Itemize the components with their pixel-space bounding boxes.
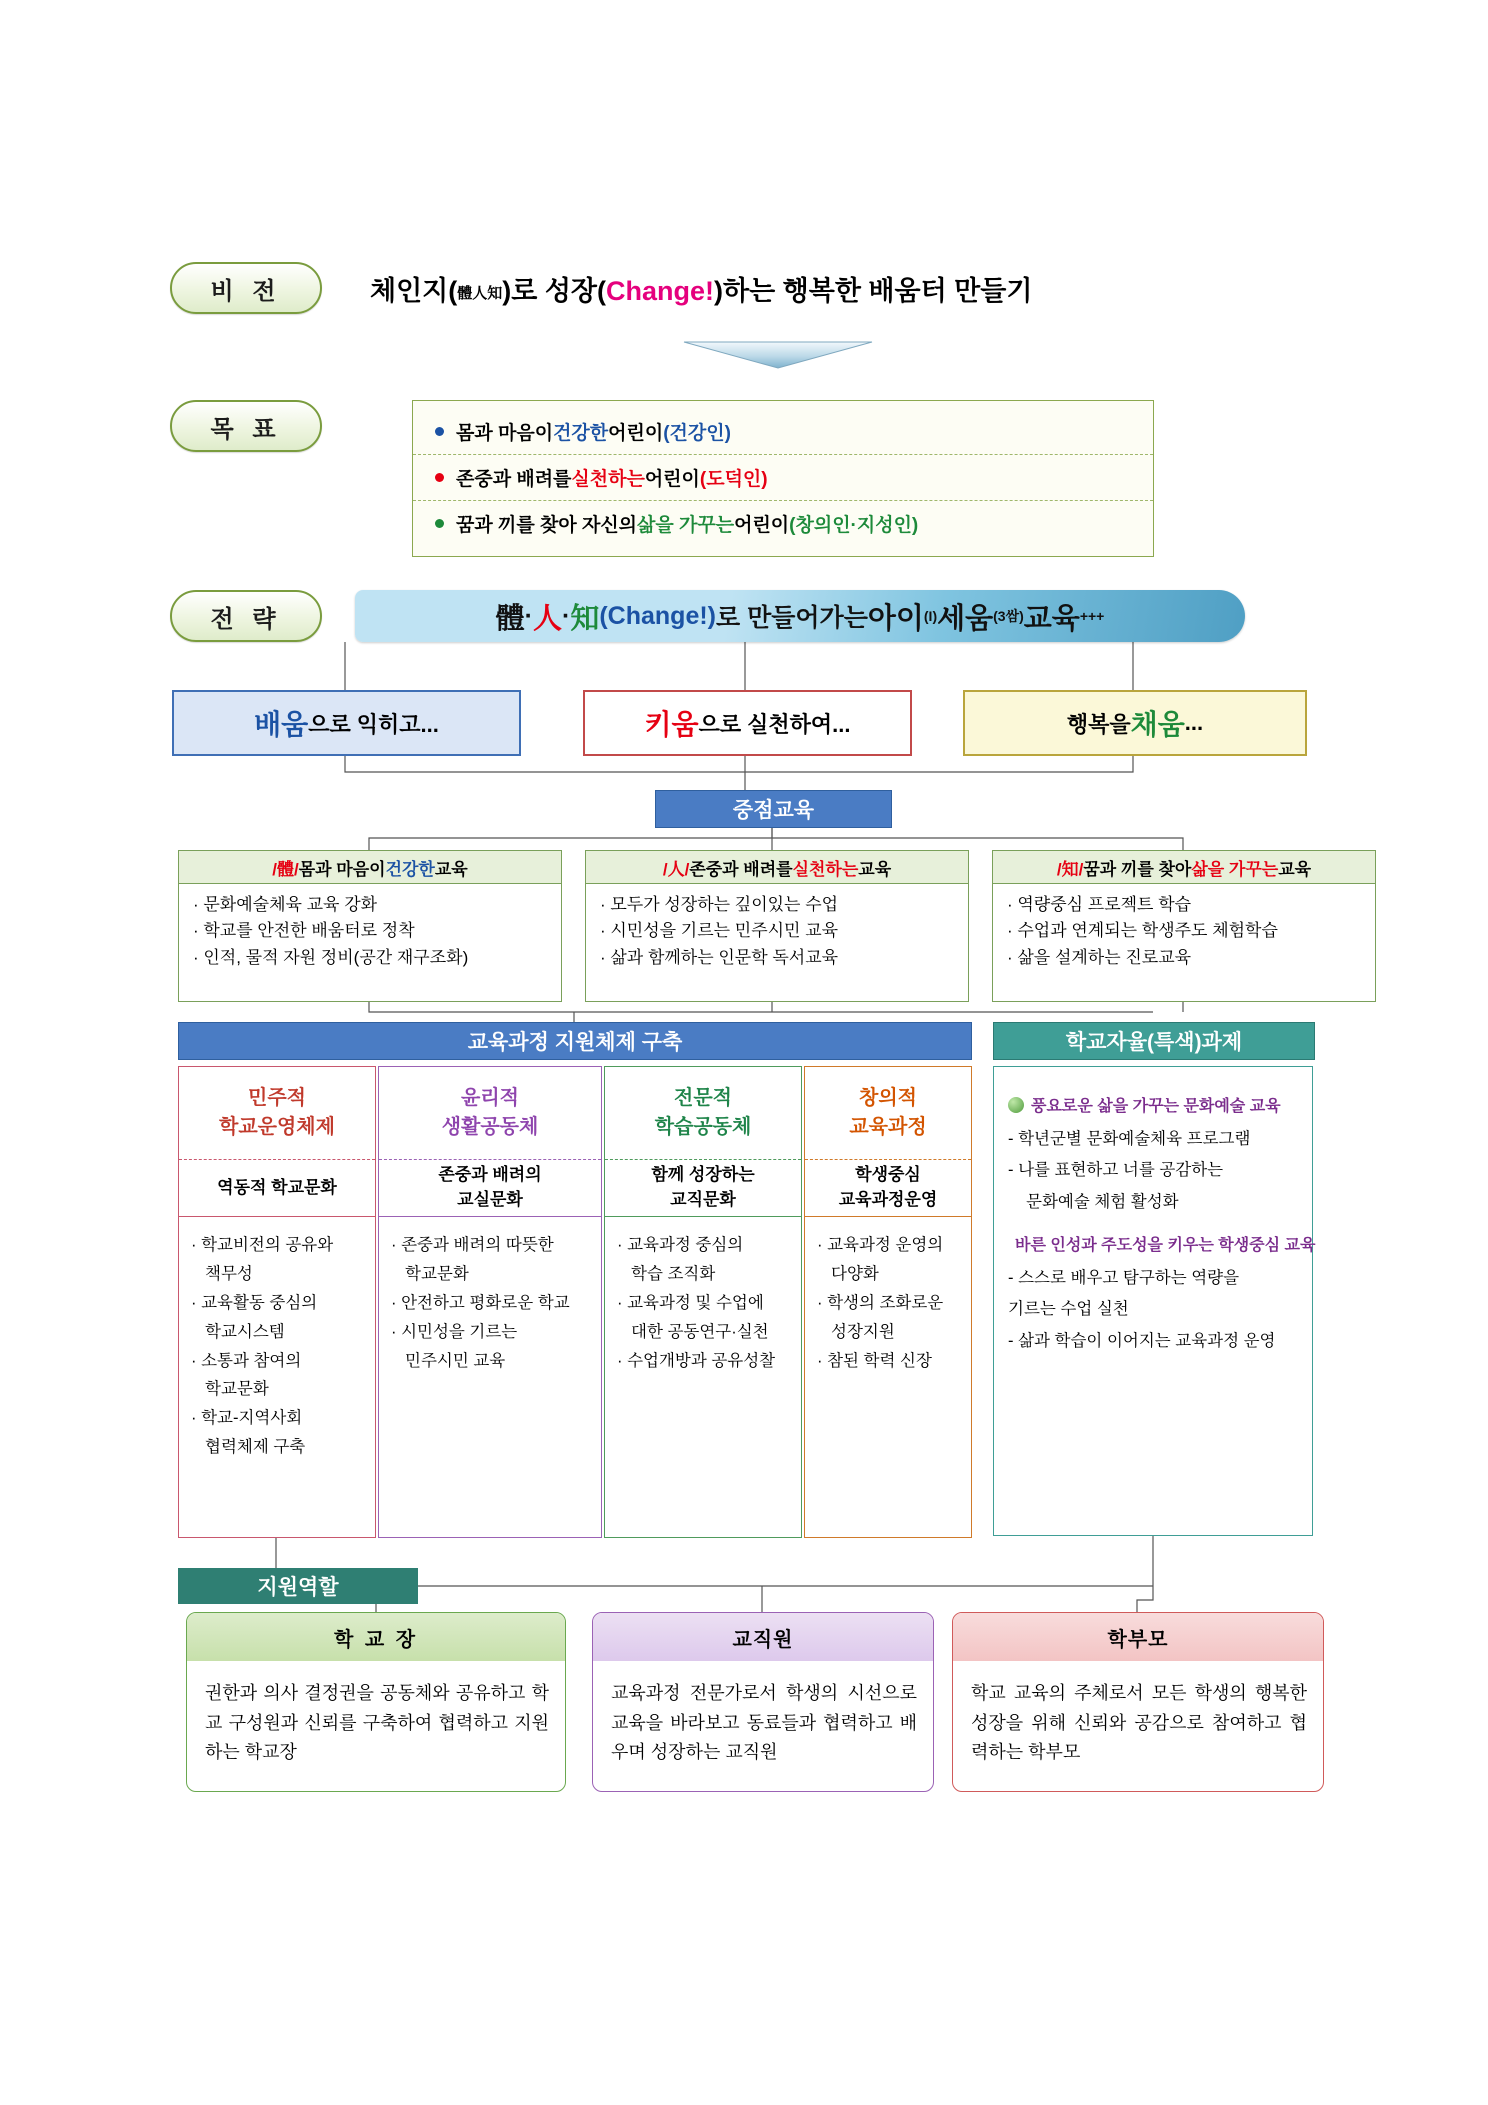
autonomy-block-1-line-3: 문화예술 체험 활성화 xyxy=(1026,1192,1179,1211)
role-3-head: 학부모 xyxy=(953,1613,1323,1661)
role-3-body: 학교 교육의 주체로서 모든 학생의 행복한 성장을 위해 신뢰와 공감으로 참여하고 협력하는 학부모 xyxy=(971,1683,1307,1763)
support-2-head xyxy=(379,1067,601,1160)
focus-column-ji xyxy=(992,850,1376,1002)
support-4-sub-line1: 학생중심 xyxy=(855,1165,921,1185)
support-1-item-6: 학교문화 xyxy=(205,1380,269,1399)
goal-item-3-plain2: 어린이 xyxy=(734,515,790,536)
role-1-body: 권한과 의사 결정권을 공동체와 공유하고 학교 구성원과 신뢰를 구축하여 협력하고 지원하는 학교장 xyxy=(205,1683,549,1763)
support-3-head xyxy=(605,1067,801,1160)
goal-item-3-accent2: (창의인·지성인) xyxy=(789,515,919,536)
focus-3-accent: 삶을 가꾸는 xyxy=(1191,859,1279,879)
role-card-staff xyxy=(592,1612,934,1792)
focus-2-item-3: · 삶과 함께하는 인문학 독서교육 xyxy=(600,947,839,967)
strategy-pill: 전 략 xyxy=(170,590,322,642)
focus-3-item-3: · 삶을 설계하는 진로교육 xyxy=(1007,947,1192,967)
focus-column-in xyxy=(585,850,969,1002)
focus-column-2-body xyxy=(586,884,968,971)
support-4-head xyxy=(805,1067,971,1160)
goal-bullet-3 xyxy=(435,519,444,528)
support-2-sub xyxy=(379,1160,601,1217)
autonomy-block-2-line-2: 기르는 수업 실천 xyxy=(1008,1300,1129,1319)
strategy-box-3-em: 채움 xyxy=(1130,709,1185,740)
focus-3-item-1: · 역량중심 프로젝트 학습 xyxy=(1007,895,1192,914)
support-2-sub-line2: 교실문화 xyxy=(457,1190,523,1209)
vision-text-a: 체인지( xyxy=(370,275,458,306)
support-4-item-3: · 학생의 조화로운 xyxy=(817,1293,944,1312)
goal-pill: 목 표 xyxy=(170,400,322,452)
support-4-item-2: 다양화 xyxy=(831,1264,879,1283)
support-4-sub-line2: 교육과정운영 xyxy=(838,1190,938,1209)
strategy-seum: 세움 xyxy=(937,602,994,635)
support-3-item-2: 학습 조직화 xyxy=(631,1264,716,1283)
support-3-item-1: · 교육과정 중심의 xyxy=(617,1236,744,1254)
autonomy-block-1-line-1: - 학년군별 문화예술체육 프로그램 xyxy=(1008,1130,1251,1148)
autonomy-block-2-head xyxy=(1008,1232,1316,1255)
support-2-item-1: · 존중과 배려의 따뜻한 xyxy=(391,1236,554,1254)
support-4-item-4: 성장지원 xyxy=(831,1322,895,1341)
support-2-sub-line1: 존중과 배려의 xyxy=(438,1165,542,1185)
support-1-item-5: · 소통과 참여의 xyxy=(191,1351,302,1370)
support-2-body xyxy=(379,1217,601,1375)
strategy-dot1: · xyxy=(524,601,533,630)
support-4-item-5: · 참된 학력 신장 xyxy=(817,1351,932,1370)
focus-column-3-head xyxy=(993,851,1375,884)
support-2-item-5: 민주시민 교육 xyxy=(405,1351,506,1370)
strategy-box-3-pre: 행복을 xyxy=(1066,711,1131,737)
goal-item-2-plain2: 어린이 xyxy=(644,469,700,490)
support-4-head-line1: 창의적 xyxy=(859,1087,917,1109)
support-3-sub-line2: 교직문화 xyxy=(670,1190,736,1209)
strategy-box-chaeum xyxy=(963,690,1307,756)
focus-column-che xyxy=(178,850,562,1002)
support-2-item-2: 학교문화 xyxy=(405,1264,469,1283)
focus-2-accent: 실천하는 xyxy=(792,859,859,879)
role-1-head: 학 교 장 xyxy=(187,1613,565,1661)
strategy-dot2: · xyxy=(562,601,571,630)
roles-title: 지원역할 xyxy=(178,1568,418,1604)
support-3-item-3: · 교육과정 및 수업에 xyxy=(617,1293,764,1312)
goal-box xyxy=(412,400,1154,557)
vision-arrow-icon xyxy=(680,336,876,372)
focus-2-item-2: · 시민성을 기르는 민주시민 교육 xyxy=(600,921,839,941)
goal-item-3-accent1: 삶을 가꾸는 xyxy=(637,515,735,536)
focus-3-mark: /知/ xyxy=(1056,859,1084,879)
goal-item-1-accent2: (건강인) xyxy=(663,423,731,444)
support-2-item-4: · 시민성을 기르는 xyxy=(391,1322,518,1341)
support-3-sub xyxy=(605,1160,801,1217)
vision-pill: 비 전 xyxy=(170,262,322,314)
autonomy-block-1-head-text: 풍요로운 삶을 가꾸는 문화예술 교육 xyxy=(1031,1098,1281,1115)
vision-row xyxy=(170,262,1032,314)
support-1-item-4: 학교시스템 xyxy=(205,1322,285,1341)
focus-1-item-2: · 학교를 안전한 배움터로 정착 xyxy=(193,921,415,941)
focus-3-plain1: 꿈과 끼를 찾아 xyxy=(1083,859,1192,879)
strategy-box-1-rest: 으로 익히고... xyxy=(308,711,439,737)
focus-1-plain2: 교육 xyxy=(434,859,468,879)
vision-text-hanja: 體人知 xyxy=(457,284,503,302)
goal-item-3-plain1: 꿈과 끼를 찾아 자신의 xyxy=(456,515,638,536)
strategy-box-kium xyxy=(583,690,912,756)
focus-2-mark: /人/ xyxy=(662,859,690,879)
focus-1-mark: /體/ xyxy=(272,859,299,879)
support-1-item-2: 책무성 xyxy=(205,1264,253,1283)
support-4-sub xyxy=(805,1160,971,1217)
goal-item-3 xyxy=(413,500,1153,546)
strategy-box-3-rest: ... xyxy=(1184,710,1204,735)
focus-2-item-1: · 모두가 성장하는 깊이있는 수업 xyxy=(600,895,839,914)
goal-item-1-accent1: 건강한 xyxy=(553,423,609,444)
support-column-democratic xyxy=(178,1066,376,1538)
support-4-head-line2: 교육과정 xyxy=(849,1116,927,1138)
strategy-box-baeum xyxy=(172,690,521,756)
support-system-title: 교육과정 지원체제 구축 xyxy=(178,1022,972,1060)
autonomy-block-2-head-text: 바른 인성과 주도성을 키우는 학생중심 교육 xyxy=(1015,1237,1316,1255)
focus-3-plain2: 교육 xyxy=(1278,859,1312,879)
strategy-ai-sup: (I) xyxy=(923,608,938,624)
focus-2-plain2: 교육 xyxy=(858,859,892,879)
support-1-item-3: · 교육활동 중심의 xyxy=(191,1293,318,1312)
support-4-body xyxy=(805,1217,971,1375)
support-4-item-1: · 교육과정 운영의 xyxy=(817,1236,944,1254)
support-column-ethical xyxy=(378,1066,602,1538)
role-2-body: 교육과정 전문가로서 학생의 시선으로 교육을 바라보고 동료들과 협력하고 배우며 성장하는 교직원 xyxy=(611,1683,917,1763)
support-1-body xyxy=(179,1217,375,1462)
goal-item-2-accent1: 실천하는 xyxy=(571,469,645,490)
focus-title: 중점교육 xyxy=(655,790,892,828)
support-2-head-line2: 생활공동체 xyxy=(441,1116,539,1138)
support-column-professional xyxy=(604,1066,802,1538)
goal-item-2 xyxy=(413,454,1153,500)
support-3-item-5: · 수업개방과 공유성찰 xyxy=(617,1351,776,1370)
focus-3-item-2: · 수업과 연계되는 학생주도 체험학습 xyxy=(1007,921,1278,941)
focus-column-1-body xyxy=(179,884,561,971)
focus-1-item-3: · 인적, 물적 자원 정비(공간 재구조화) xyxy=(193,947,469,967)
support-2-item-3: · 안전하고 평화로운 학교 xyxy=(391,1293,570,1312)
vision-text-e: )하는 행복한 배움터 만들기 xyxy=(714,275,1033,306)
support-3-sub-line1: 함께 성장하는 xyxy=(651,1165,755,1185)
support-1-item-1: · 학교비전의 공유와 xyxy=(191,1236,334,1254)
strategy-seum-sup: (3쌈) xyxy=(993,608,1024,624)
goal-bullet-2 xyxy=(435,473,444,482)
goal-item-1 xyxy=(413,409,1153,454)
sphere-icon-1 xyxy=(1008,1097,1024,1113)
support-1-item-7: · 학교-지역사회 xyxy=(191,1409,303,1428)
autonomy-block-2-line-1: - 스스로 배우고 탐구하는 역량을 xyxy=(1008,1269,1240,1288)
strategy-edu-sup: +++ xyxy=(1079,608,1105,624)
focus-1-item-1: · 문화예술체육 교육 강화 xyxy=(193,895,378,914)
goal-item-1-plain1: 몸과 마음이 xyxy=(456,423,554,444)
support-3-body xyxy=(605,1217,801,1375)
autonomy-task-box xyxy=(993,1066,1316,1536)
focus-column-1-head xyxy=(179,851,561,884)
goal-item-1-plain2: 어린이 xyxy=(608,423,664,444)
role-2-head: 교직원 xyxy=(593,1613,933,1661)
support-1-head-line2: 학교운영체제 xyxy=(219,1116,335,1138)
goal-item-2-accent2: (도덕인) xyxy=(699,469,768,490)
support-3-item-4: 대한 공동연구·실천 xyxy=(631,1322,769,1341)
strategy-edu: 교육 xyxy=(1023,602,1080,635)
focus-column-3-body xyxy=(993,884,1375,971)
autonomy-block-1-head xyxy=(1008,1093,1302,1116)
support-1-sub-line1: 역동적 학교문화 xyxy=(217,1177,337,1197)
strategy-ai: 아이 xyxy=(867,602,924,635)
support-column-creative xyxy=(804,1066,972,1538)
focus-1-plain1: 몸과 마음이 xyxy=(298,859,386,879)
autonomy-block-1-line-2: - 나를 표현하고 너를 공감하는 xyxy=(1008,1161,1224,1180)
strategy-banner xyxy=(355,590,1245,642)
strategy-box-2-rest: 으로 실천하여... xyxy=(698,711,851,737)
focus-2-plain1: 존중과 배려를 xyxy=(689,859,793,879)
support-2-head-line1: 윤리적 xyxy=(461,1087,519,1109)
role-card-principal xyxy=(186,1612,566,1792)
support-1-head-line1: 민주적 xyxy=(248,1087,306,1109)
vision-text-c: )로 성장( xyxy=(502,275,606,306)
support-3-head-line2: 학습공동체 xyxy=(654,1116,752,1138)
strategy-ch3: 知 xyxy=(570,602,600,635)
support-1-item-8: 협력체제 구축 xyxy=(205,1438,306,1457)
support-1-head xyxy=(179,1067,375,1160)
goal-item-2-plain1: 존중과 배려를 xyxy=(456,469,572,490)
focus-1-accent: 건강한 xyxy=(385,859,435,879)
autonomy-block-2-line-3: - 삶과 학습이 이어지는 교육과정 운영 xyxy=(1008,1331,1276,1350)
strategy-box-2-em: 키움 xyxy=(644,709,699,740)
support-3-head-line1: 전문적 xyxy=(674,1087,732,1109)
autonomy-task-title: 학교자율(특색)과제 xyxy=(993,1022,1315,1060)
focus-column-2-head xyxy=(586,851,968,884)
strategy-mid: 로 만들어가는 xyxy=(716,604,868,632)
strategy-ch2: 人 xyxy=(532,602,562,635)
strategy-ch1: 體 xyxy=(495,602,525,635)
strategy-box-1-em: 배움 xyxy=(254,709,309,740)
goal-bullet-1 xyxy=(435,427,444,436)
role-card-parents xyxy=(952,1612,1324,1792)
support-1-sub xyxy=(179,1160,375,1217)
vision-text xyxy=(370,269,1032,308)
vision-text-change: Change! xyxy=(606,275,714,306)
strategy-change: (Change!) xyxy=(599,601,716,630)
